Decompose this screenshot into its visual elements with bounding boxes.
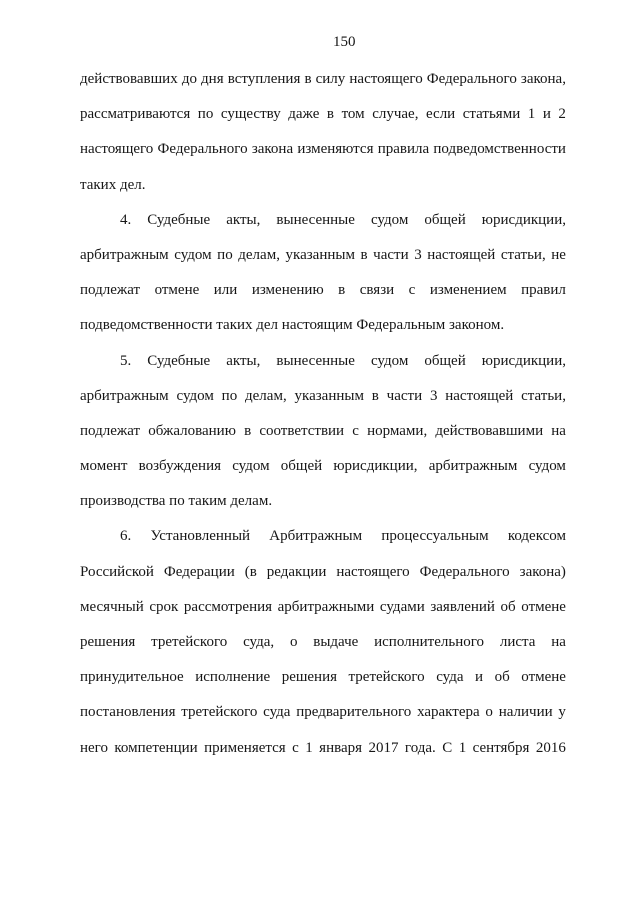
word: с bbox=[408, 282, 416, 299]
text-line bbox=[80, 625, 566, 660]
word: отмене bbox=[154, 282, 200, 299]
word: момент bbox=[80, 458, 128, 475]
word: подлежат bbox=[80, 422, 141, 439]
word: арбитражным bbox=[80, 387, 169, 404]
word: изменению bbox=[251, 282, 324, 299]
text-line: подведомственности таких дел настоящим Федеральным законом. bbox=[80, 317, 505, 334]
word: 1 bbox=[458, 739, 467, 756]
word: сентября bbox=[472, 739, 530, 756]
word: части bbox=[386, 387, 423, 404]
word: том bbox=[341, 106, 365, 123]
word: 1 bbox=[305, 739, 313, 756]
text-line bbox=[80, 344, 566, 379]
word: до bbox=[181, 71, 197, 87]
word: суда bbox=[263, 704, 291, 721]
word: изменяются bbox=[297, 141, 374, 158]
word: третейского bbox=[348, 669, 425, 686]
word: января bbox=[319, 739, 363, 756]
word: 5. bbox=[120, 352, 132, 369]
word: соответствии bbox=[259, 422, 345, 439]
word: на bbox=[551, 422, 566, 439]
word: рассматриваются bbox=[80, 106, 191, 123]
word: Федерального bbox=[426, 71, 517, 87]
word: предварительного bbox=[296, 704, 412, 721]
word: судом bbox=[528, 458, 566, 475]
word: листа bbox=[499, 634, 536, 650]
text-line bbox=[80, 238, 566, 273]
text-line bbox=[80, 132, 566, 167]
word: по bbox=[197, 106, 214, 123]
word: исполнительного bbox=[374, 634, 485, 650]
word: о bbox=[485, 704, 493, 721]
word: акты, bbox=[226, 211, 261, 228]
word: юрисдикции, bbox=[481, 211, 566, 228]
word: обжалованию bbox=[148, 422, 236, 439]
word: о bbox=[289, 634, 298, 650]
word: судом bbox=[174, 246, 212, 263]
word: статьи, bbox=[500, 246, 546, 263]
word: с bbox=[352, 422, 359, 439]
word: суда bbox=[436, 669, 464, 686]
word: процессуальным bbox=[381, 528, 489, 545]
word: у bbox=[558, 704, 566, 721]
word: случае, bbox=[372, 106, 419, 123]
word: об bbox=[500, 598, 516, 615]
word: применяется bbox=[204, 739, 286, 756]
word: редакции bbox=[266, 563, 327, 580]
word: указанным bbox=[285, 246, 355, 263]
word: Федерального bbox=[157, 141, 248, 158]
word: в bbox=[371, 387, 379, 404]
word: действовавших bbox=[80, 71, 178, 87]
word: или bbox=[213, 282, 238, 299]
word: настоящей bbox=[427, 246, 496, 263]
word: Федерального bbox=[419, 563, 510, 580]
text-line: производства по таким делам. bbox=[80, 493, 273, 510]
text-line bbox=[80, 414, 566, 449]
word: Судебные bbox=[147, 352, 211, 369]
word: дня bbox=[201, 71, 224, 87]
word: статьи, bbox=[521, 387, 566, 404]
word: общей bbox=[424, 211, 466, 228]
page-number: 150 bbox=[333, 34, 356, 50]
word: закона bbox=[251, 141, 294, 158]
word: судом bbox=[370, 211, 409, 228]
word: акты, bbox=[226, 352, 261, 369]
text-line: таких дел. bbox=[80, 176, 146, 193]
text-line bbox=[80, 97, 566, 132]
word: в bbox=[326, 106, 335, 123]
word: судом bbox=[370, 352, 409, 369]
word: правил bbox=[521, 282, 566, 299]
word: 3 bbox=[429, 387, 438, 404]
word: закона, bbox=[520, 71, 566, 87]
word: и bbox=[475, 669, 484, 686]
word: силу bbox=[315, 71, 346, 87]
word: арбитражным bbox=[428, 458, 518, 475]
word: Судебные bbox=[147, 211, 211, 228]
word: (в bbox=[244, 563, 257, 580]
word: вынесенные bbox=[276, 352, 355, 369]
word: в bbox=[360, 246, 368, 263]
word: об bbox=[494, 669, 510, 686]
word: 2 bbox=[558, 106, 566, 123]
word: действовавшими bbox=[435, 422, 544, 439]
word: настоящей bbox=[445, 387, 514, 404]
text-line bbox=[80, 203, 566, 238]
word: в bbox=[338, 282, 346, 299]
text-line bbox=[80, 590, 566, 625]
word: с bbox=[292, 739, 299, 756]
word: постановления bbox=[80, 704, 176, 721]
word: подлежат bbox=[80, 282, 141, 299]
paragraph-5 bbox=[80, 344, 566, 520]
word: суда, bbox=[243, 634, 275, 650]
word: правила bbox=[377, 141, 430, 158]
word: в bbox=[304, 71, 312, 87]
word: 6. bbox=[120, 528, 132, 545]
word: Установленный bbox=[150, 528, 251, 545]
word: настоящего bbox=[336, 563, 410, 580]
word: вступления bbox=[227, 71, 301, 87]
word: возбуждения bbox=[138, 458, 222, 475]
word: и bbox=[542, 106, 551, 123]
word: общей bbox=[424, 352, 466, 369]
word: компетенции bbox=[114, 739, 198, 756]
word: существу bbox=[220, 106, 281, 123]
document-body bbox=[80, 62, 566, 766]
word: решения bbox=[80, 634, 136, 650]
text-line bbox=[80, 62, 566, 97]
word: третейского bbox=[151, 634, 228, 650]
word: части bbox=[373, 246, 409, 263]
word: арбитражными bbox=[277, 598, 375, 615]
word: 2017 bbox=[368, 739, 399, 756]
word: Федерации bbox=[163, 563, 235, 580]
word: делам, bbox=[238, 246, 280, 263]
word: 3 bbox=[414, 246, 422, 263]
word: вынесенные bbox=[276, 211, 355, 228]
word: 4. bbox=[120, 211, 132, 228]
word: арбитражным bbox=[80, 246, 169, 263]
word: нормами, bbox=[367, 422, 428, 439]
paragraph-continuation bbox=[80, 62, 566, 203]
word: закона) bbox=[519, 563, 566, 580]
text-line bbox=[80, 379, 566, 414]
word: не bbox=[551, 246, 566, 263]
word: исполнение bbox=[195, 669, 271, 686]
word: в bbox=[244, 422, 252, 439]
word: подведомственности bbox=[433, 141, 566, 158]
word: статьями bbox=[462, 106, 521, 123]
word: наличии bbox=[498, 704, 553, 721]
word: С bbox=[442, 739, 453, 756]
word: на bbox=[551, 634, 566, 650]
word: рассмотрения bbox=[183, 598, 273, 615]
text-line bbox=[80, 555, 566, 590]
word: даже bbox=[288, 106, 320, 123]
word: отмене bbox=[521, 669, 566, 686]
word: судом bbox=[232, 458, 270, 475]
word: судом bbox=[176, 387, 214, 404]
paragraph-4 bbox=[80, 203, 566, 344]
word: него bbox=[80, 739, 108, 756]
word: принудительное bbox=[80, 669, 184, 686]
text-line bbox=[80, 731, 566, 766]
word: отмене bbox=[521, 598, 566, 615]
word: изменением bbox=[429, 282, 507, 299]
word: делам, bbox=[245, 387, 287, 404]
word: юрисдикции, bbox=[333, 458, 418, 475]
word: 1 bbox=[527, 106, 536, 123]
paragraph-6 bbox=[80, 519, 566, 765]
word: месячный bbox=[80, 598, 144, 615]
word: по bbox=[221, 387, 238, 404]
text-line bbox=[80, 449, 566, 484]
word: настоящего bbox=[80, 141, 154, 158]
word: 2016 bbox=[535, 739, 566, 756]
word: по bbox=[217, 246, 233, 263]
word: связи bbox=[359, 282, 395, 299]
text-line bbox=[80, 695, 566, 730]
word: решения bbox=[281, 669, 338, 686]
word: года. bbox=[404, 739, 436, 756]
word: Арбитражным bbox=[269, 528, 363, 545]
word: настоящего bbox=[349, 71, 423, 87]
word: если bbox=[426, 106, 456, 123]
word: общей bbox=[280, 458, 323, 475]
word: кодексом bbox=[507, 528, 566, 545]
word: заявлений bbox=[430, 598, 495, 615]
text-line bbox=[80, 519, 566, 554]
text-line bbox=[80, 660, 566, 695]
word: Российской bbox=[80, 563, 154, 580]
word: указанным bbox=[294, 387, 364, 404]
word: выдаче bbox=[313, 634, 359, 650]
text-line bbox=[80, 273, 566, 308]
word: срок bbox=[149, 598, 179, 615]
word: судами bbox=[379, 598, 425, 615]
word: третейского bbox=[181, 704, 258, 721]
word: характера bbox=[417, 704, 480, 721]
word: юрисдикции, bbox=[481, 352, 566, 369]
